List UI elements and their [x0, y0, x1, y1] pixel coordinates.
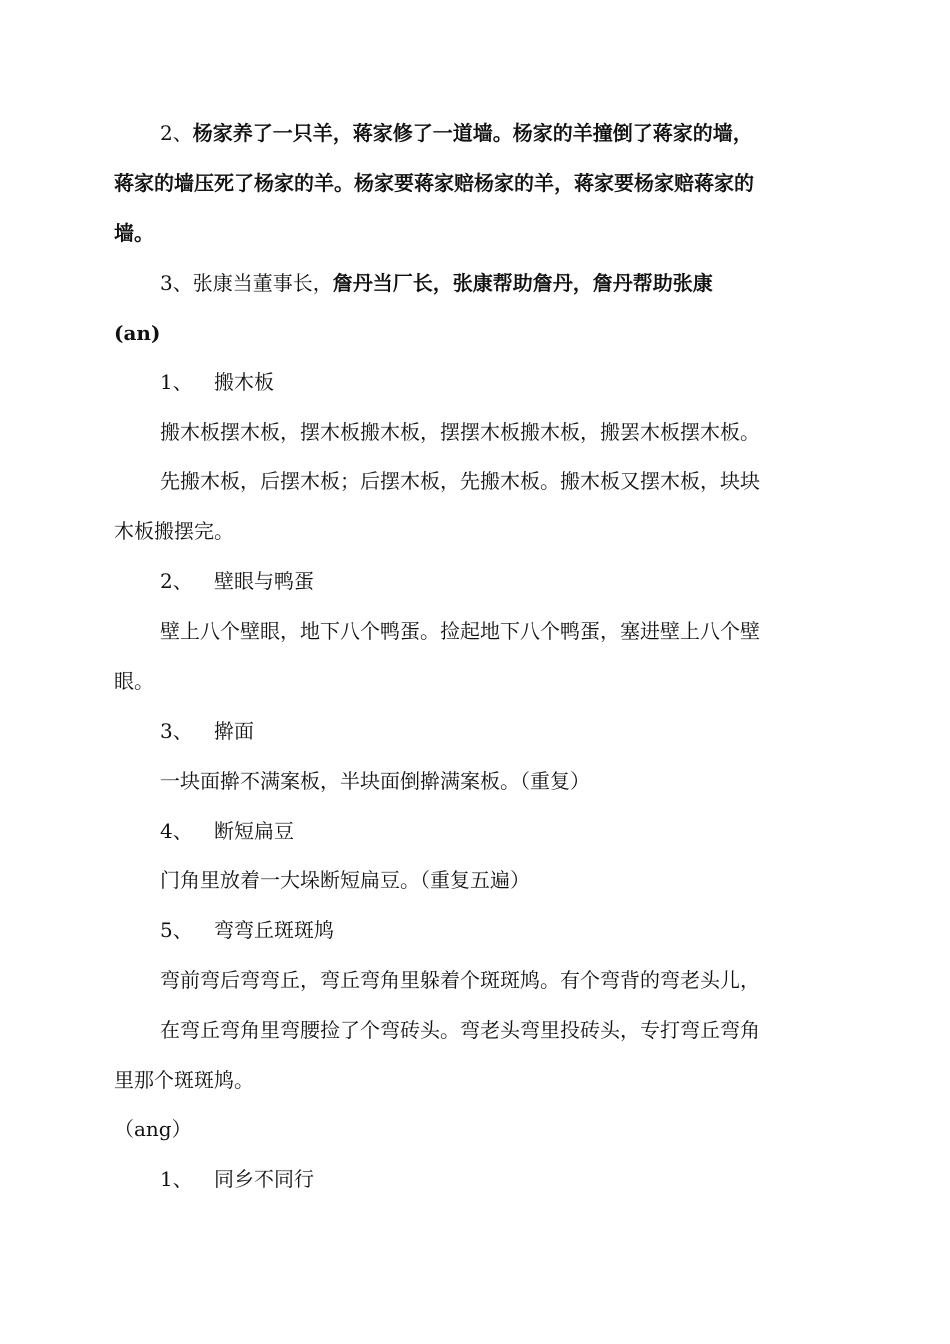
- ang-item-1-number: 1、: [160, 1167, 193, 1191]
- item-2-text: 杨家养了一只羊，蒋家修了一道墙。杨家的羊撞倒了蒋家的墙，: [192, 121, 753, 145]
- an-item-5-line-2: 在弯丘弯角里弯腰捡了个弯砖头。弯老头弯里投砖头，专打弯丘弯角: [160, 1018, 760, 1042]
- an-item-4-line-1: 门角里放着一大垛断短扁豆。（重复五遍）: [160, 868, 530, 892]
- an-item-5-line-1: 弯前弯后弯弯丘，弯丘弯角里躲着个斑斑鸠。有个弯背的弯老头儿，: [160, 968, 760, 992]
- item-3-text-a: 张康当董事长，: [192, 271, 333, 295]
- item-3-number: 3、: [160, 271, 193, 295]
- an-item-2-title: 壁眼与鸭蛋: [214, 569, 314, 593]
- an-item-2-line-1: 壁上八个壁眼，地下八个鸭蛋。捡起地下八个鸭蛋，塞进壁上八个壁: [160, 619, 760, 643]
- an-item-3-heading: [0, 716, 950, 746]
- an-item-1-number: 1、: [160, 370, 193, 394]
- section-heading-an: (an): [114, 321, 161, 345]
- an-item-1-title: 搬木板: [214, 370, 274, 394]
- an-item-1-line-1: 搬木板摆木板，摆木板搬木板，摆摆木板搬木板，搬罢木板摆木板。: [160, 420, 760, 444]
- an-item-1-line-3: 木板搬摆完。: [114, 519, 234, 543]
- item-2-number: 2、: [160, 121, 193, 145]
- an-item-5-line-3: 里那个斑斑鸠。: [114, 1068, 254, 1092]
- item-3-text-b: 詹丹当厂长，张康帮助詹丹，詹丹帮助张康: [332, 271, 713, 295]
- an-item-5-title: 弯弯丘斑斑鸠: [214, 918, 334, 942]
- an-item-2-heading: [0, 566, 950, 596]
- an-item-1-heading: [0, 367, 950, 397]
- item-2-line-3: 墙。: [114, 221, 154, 245]
- an-item-3-line-1: 一块面擀不满案板，半块面倒擀满案板。（重复）: [160, 769, 590, 793]
- an-item-1-line-2: 先搬木板，后摆木板；后摆木板，先搬木板。搬木板又摆木板，块块: [160, 469, 760, 493]
- an-item-3-number: 3、: [160, 719, 193, 743]
- item-2-line-1: [160, 118, 753, 148]
- an-item-2-line-2: 眼。: [114, 669, 154, 693]
- an-item-3-title: 擀面: [214, 719, 254, 743]
- item-3-line: [160, 268, 713, 298]
- section-heading-ang: （ang）: [114, 1117, 192, 1141]
- an-item-4-number: 4、: [160, 819, 193, 843]
- an-item-4-title: 断短扁豆: [214, 819, 294, 843]
- an-item-2-number: 2、: [160, 569, 193, 593]
- ang-item-1-heading: [0, 1164, 950, 1194]
- item-2-line-2: 蒋家的墙压死了杨家的羊。杨家要蒋家赔杨家的羊，蒋家要杨家赔蒋家的: [114, 171, 754, 195]
- an-item-4-heading: [0, 816, 950, 846]
- ang-item-1-title: 同乡不同行: [214, 1167, 314, 1191]
- an-item-5-heading: [0, 915, 950, 945]
- an-item-5-number: 5、: [160, 918, 193, 942]
